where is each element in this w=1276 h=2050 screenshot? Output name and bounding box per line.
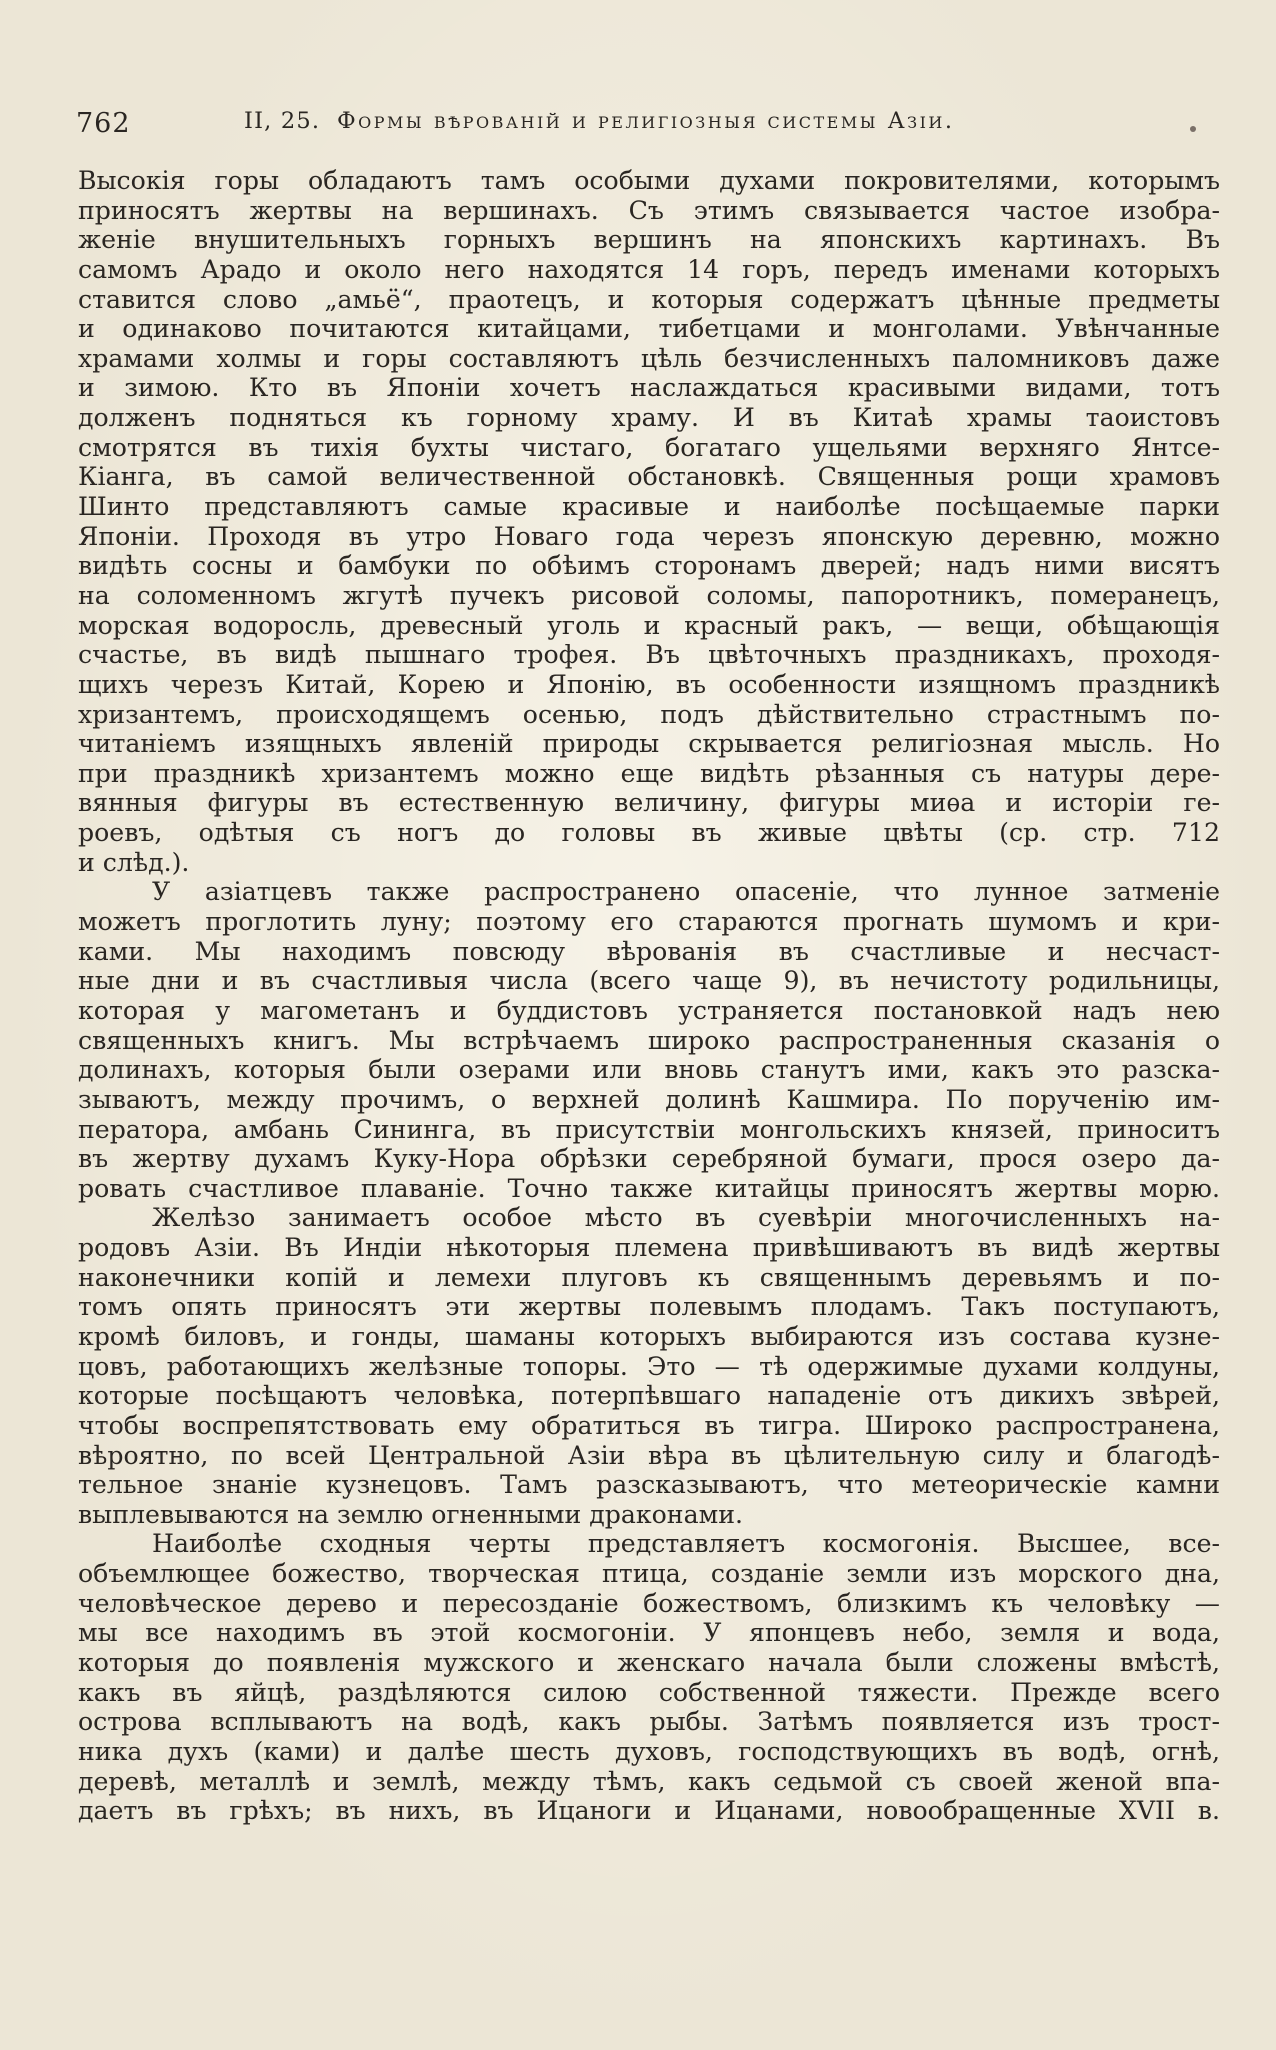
text-line: самомъ Арадо и около него находятся 14 горъ, передъ именами которыхъ — [78, 254, 1220, 284]
text-line: при праздникѣ хризантемъ можно еще видѣть рѣзанныя съ натуры дере- — [78, 758, 1220, 788]
text-line: вѣроятно, по всей Центральной Азіи вѣра въ цѣлительную силу и благодѣ- — [78, 1440, 1220, 1470]
text-line: женіе внушительныхъ горныхъ вершинъ на японскихъ картинахъ. Въ — [78, 225, 1220, 255]
text-line: которые посѣщаютъ человѣка, потерпѣвшаго нападеніе отъ дикихъ звѣрей, — [78, 1381, 1220, 1411]
text-line: Японіи. Проходя въ утро Новаго года черезъ японскую деревню, можно — [78, 521, 1220, 551]
body-text — [78, 166, 1220, 1826]
text-line: морская водоросль, древесный уголь и красный ракъ, — вещи, обѣщающія — [78, 610, 1220, 640]
text-line: которыя до появленія мужского и женскаго начала были сложены вмѣстѣ, — [78, 1648, 1220, 1678]
text-line: Шинто представляютъ самые красивые и наиболѣе посѣщаемые парки — [78, 492, 1220, 522]
text-line: приносятъ жертвы на вершинахъ. Съ этимъ связывается частое изобра- — [78, 195, 1220, 225]
text-line: ника духъ (ками) и далѣе шесть духовъ, господствующихъ въ водѣ, огнѣ, — [78, 1736, 1220, 1766]
text-line: и одинаково почитаются китайцами, тибетцами и монголами. Увѣнчанные — [78, 314, 1220, 344]
margin-mark — [1190, 126, 1196, 132]
chapter-title: Формы вѣрованій и религіозныя системы Азіи. — [336, 108, 955, 134]
text-line: тельное знаніе кузнецовъ. Тамъ разсказываютъ, что метеорическіе камни — [78, 1470, 1220, 1500]
text-line: счастье, въ видѣ пышнаго трофея. Въ цвѣточныхъ праздникахъ, проходя- — [78, 640, 1220, 670]
text-line: даетъ въ грѣхъ; въ нихъ, въ Ицаноги и Ицанами, новообращенные XVII в. — [78, 1796, 1220, 1826]
text-line: кромѣ биловъ, и гонды, шаманы которыхъ выбираются изъ состава кузне- — [78, 1321, 1220, 1351]
text-line: острова всплываютъ на водѣ, какъ рыбы. Затѣмъ появляется изъ трост- — [78, 1707, 1220, 1737]
text-line: храмами холмы и горы составляютъ цѣль безчисленныхъ паломниковъ даже — [78, 343, 1220, 373]
text-line: священныхъ книгъ. Мы встрѣчаемъ широко распространенныя сказанія о — [78, 1025, 1220, 1055]
text-line: и зимою. Кто въ Японіи хочетъ наслаждаться красивыми видами, тотъ — [78, 373, 1220, 403]
text-line: которая у магометанъ и буддистовъ устраняется постановкой надъ нею — [78, 995, 1220, 1025]
text-line: и слѣд.). — [78, 847, 190, 877]
running-head — [244, 108, 955, 134]
text-line: вянныя фигуры въ естественную величину, фигуры миѳа и исторіи ге- — [78, 788, 1220, 818]
text-line: какъ въ яйцѣ, раздѣляются силою собственной тяжести. Прежде всего — [78, 1677, 1220, 1707]
text-line: зываютъ, между прочимъ, о верхней долинѣ Кашмира. По порученію им- — [78, 1084, 1220, 1114]
text-line: ровать счастливое плаваніе. Точно также китайцы приносятъ жертвы морю. — [78, 1173, 1220, 1203]
page-number: 762 — [76, 108, 131, 139]
text-line: можетъ проглотить луну; поэтому его стараются прогнать шумомъ и кри- — [78, 907, 1220, 937]
text-line: ставится слово „амьё“, праотецъ, и которыя содержатъ цѣнные предметы — [78, 284, 1220, 314]
text-line: деревѣ, металлѣ и землѣ, между тѣмъ, какъ седьмой съ своей женой впа- — [78, 1766, 1220, 1796]
text-line: У азіатцевъ также распространено опасеніе, что лунное затменіе — [152, 877, 1220, 907]
text-line: цовъ, работающихъ желѣзные топоры. Это — тѣ одержимые духами колдуны, — [78, 1351, 1220, 1381]
text-line: человѣческое дерево и пересозданіе божествомъ, близкимъ къ человѣку — — [78, 1588, 1220, 1618]
text-line: щихъ черезъ Китай, Корею и Японію, въ особенности изящномъ праздникѣ — [78, 669, 1220, 699]
text-line: въ жертву духамъ Куку-Нора обрѣзки серебряной бумаги, прося озеро да- — [78, 1144, 1220, 1174]
text-line: мы все находимъ въ этой космогоніи. У японцевъ небо, земля и вода, — [78, 1618, 1220, 1648]
text-line: чтобы воспрепятствовать ему обратиться въ тигра. Широко распространена, — [78, 1410, 1220, 1440]
text-line: томъ опять приносятъ эти жертвы полевымъ плодамъ. Такъ поступаютъ, — [78, 1292, 1220, 1322]
text-line: родовъ Азіи. Въ Индіи нѣкоторыя племена привѣшиваютъ въ видѣ жертвы — [78, 1233, 1220, 1263]
text-line: объемлющее божество, творческая птица, созданіе земли изъ морского дна, — [78, 1559, 1220, 1589]
text-line: долженъ подняться къ горному храму. И въ Китаѣ храмы таоистовъ — [78, 403, 1220, 433]
text-line: Кіанга, въ самой величественной обстановкѣ. Священныя рощи храмовъ — [78, 462, 1220, 492]
page-header — [76, 104, 1216, 144]
text-line: роевъ, одѣтыя съ ногъ до головы въ живые цвѣты (ср. стр. 712 — [78, 818, 1220, 848]
text-line: на соломенномъ жгутѣ пучекъ рисовой соломы, папоротникъ, померанецъ, — [78, 580, 1220, 610]
text-line: смотрятся въ тихія бухты чистаго, богатаго ущельями верхняго Янтсе- — [78, 432, 1220, 462]
text-line: читаніемъ изящныхъ явленій природы скрывается религіозная мысль. Но — [78, 729, 1220, 759]
text-line: ные дни и въ счастливыя числа (всего чаще 9), въ нечистоту родильницы, — [78, 966, 1220, 996]
text-line: наконечники копій и лемехи плуговъ къ священнымъ деревьямъ и по- — [78, 1262, 1220, 1292]
text-line: ками. Мы находимъ повсюду вѣрованія въ счастливые и несчаст- — [78, 936, 1220, 966]
text-line: долинахъ, которыя были озерами или вновь станутъ ими, какъ это разска- — [78, 1055, 1220, 1085]
text-line: Желѣзо занимаетъ особое мѣсто въ суевѣріи многочисленныхъ на- — [152, 1203, 1220, 1233]
text-line: хризантемъ, происходящемъ осенью, подъ дѣйствительно страстнымъ по- — [78, 699, 1220, 729]
text-line: выплевываются на землю огненными драконами. — [78, 1499, 743, 1529]
text-line: Наиболѣе сходныя черты представляетъ космогонія. Высшее, все- — [152, 1529, 1220, 1559]
text-line: видѣть сосны и бамбуки по обѣимъ сторонамъ дверей; надъ ними висятъ — [78, 551, 1220, 581]
section-number: II, 25. — [244, 108, 321, 134]
text-line: ператора, амбань Сининга, въ присутствіи монгольскихъ князей, приноситъ — [78, 1114, 1220, 1144]
text-line: Высокія горы обладаютъ тамъ особыми духами покровителями, которымъ — [78, 166, 1220, 195]
